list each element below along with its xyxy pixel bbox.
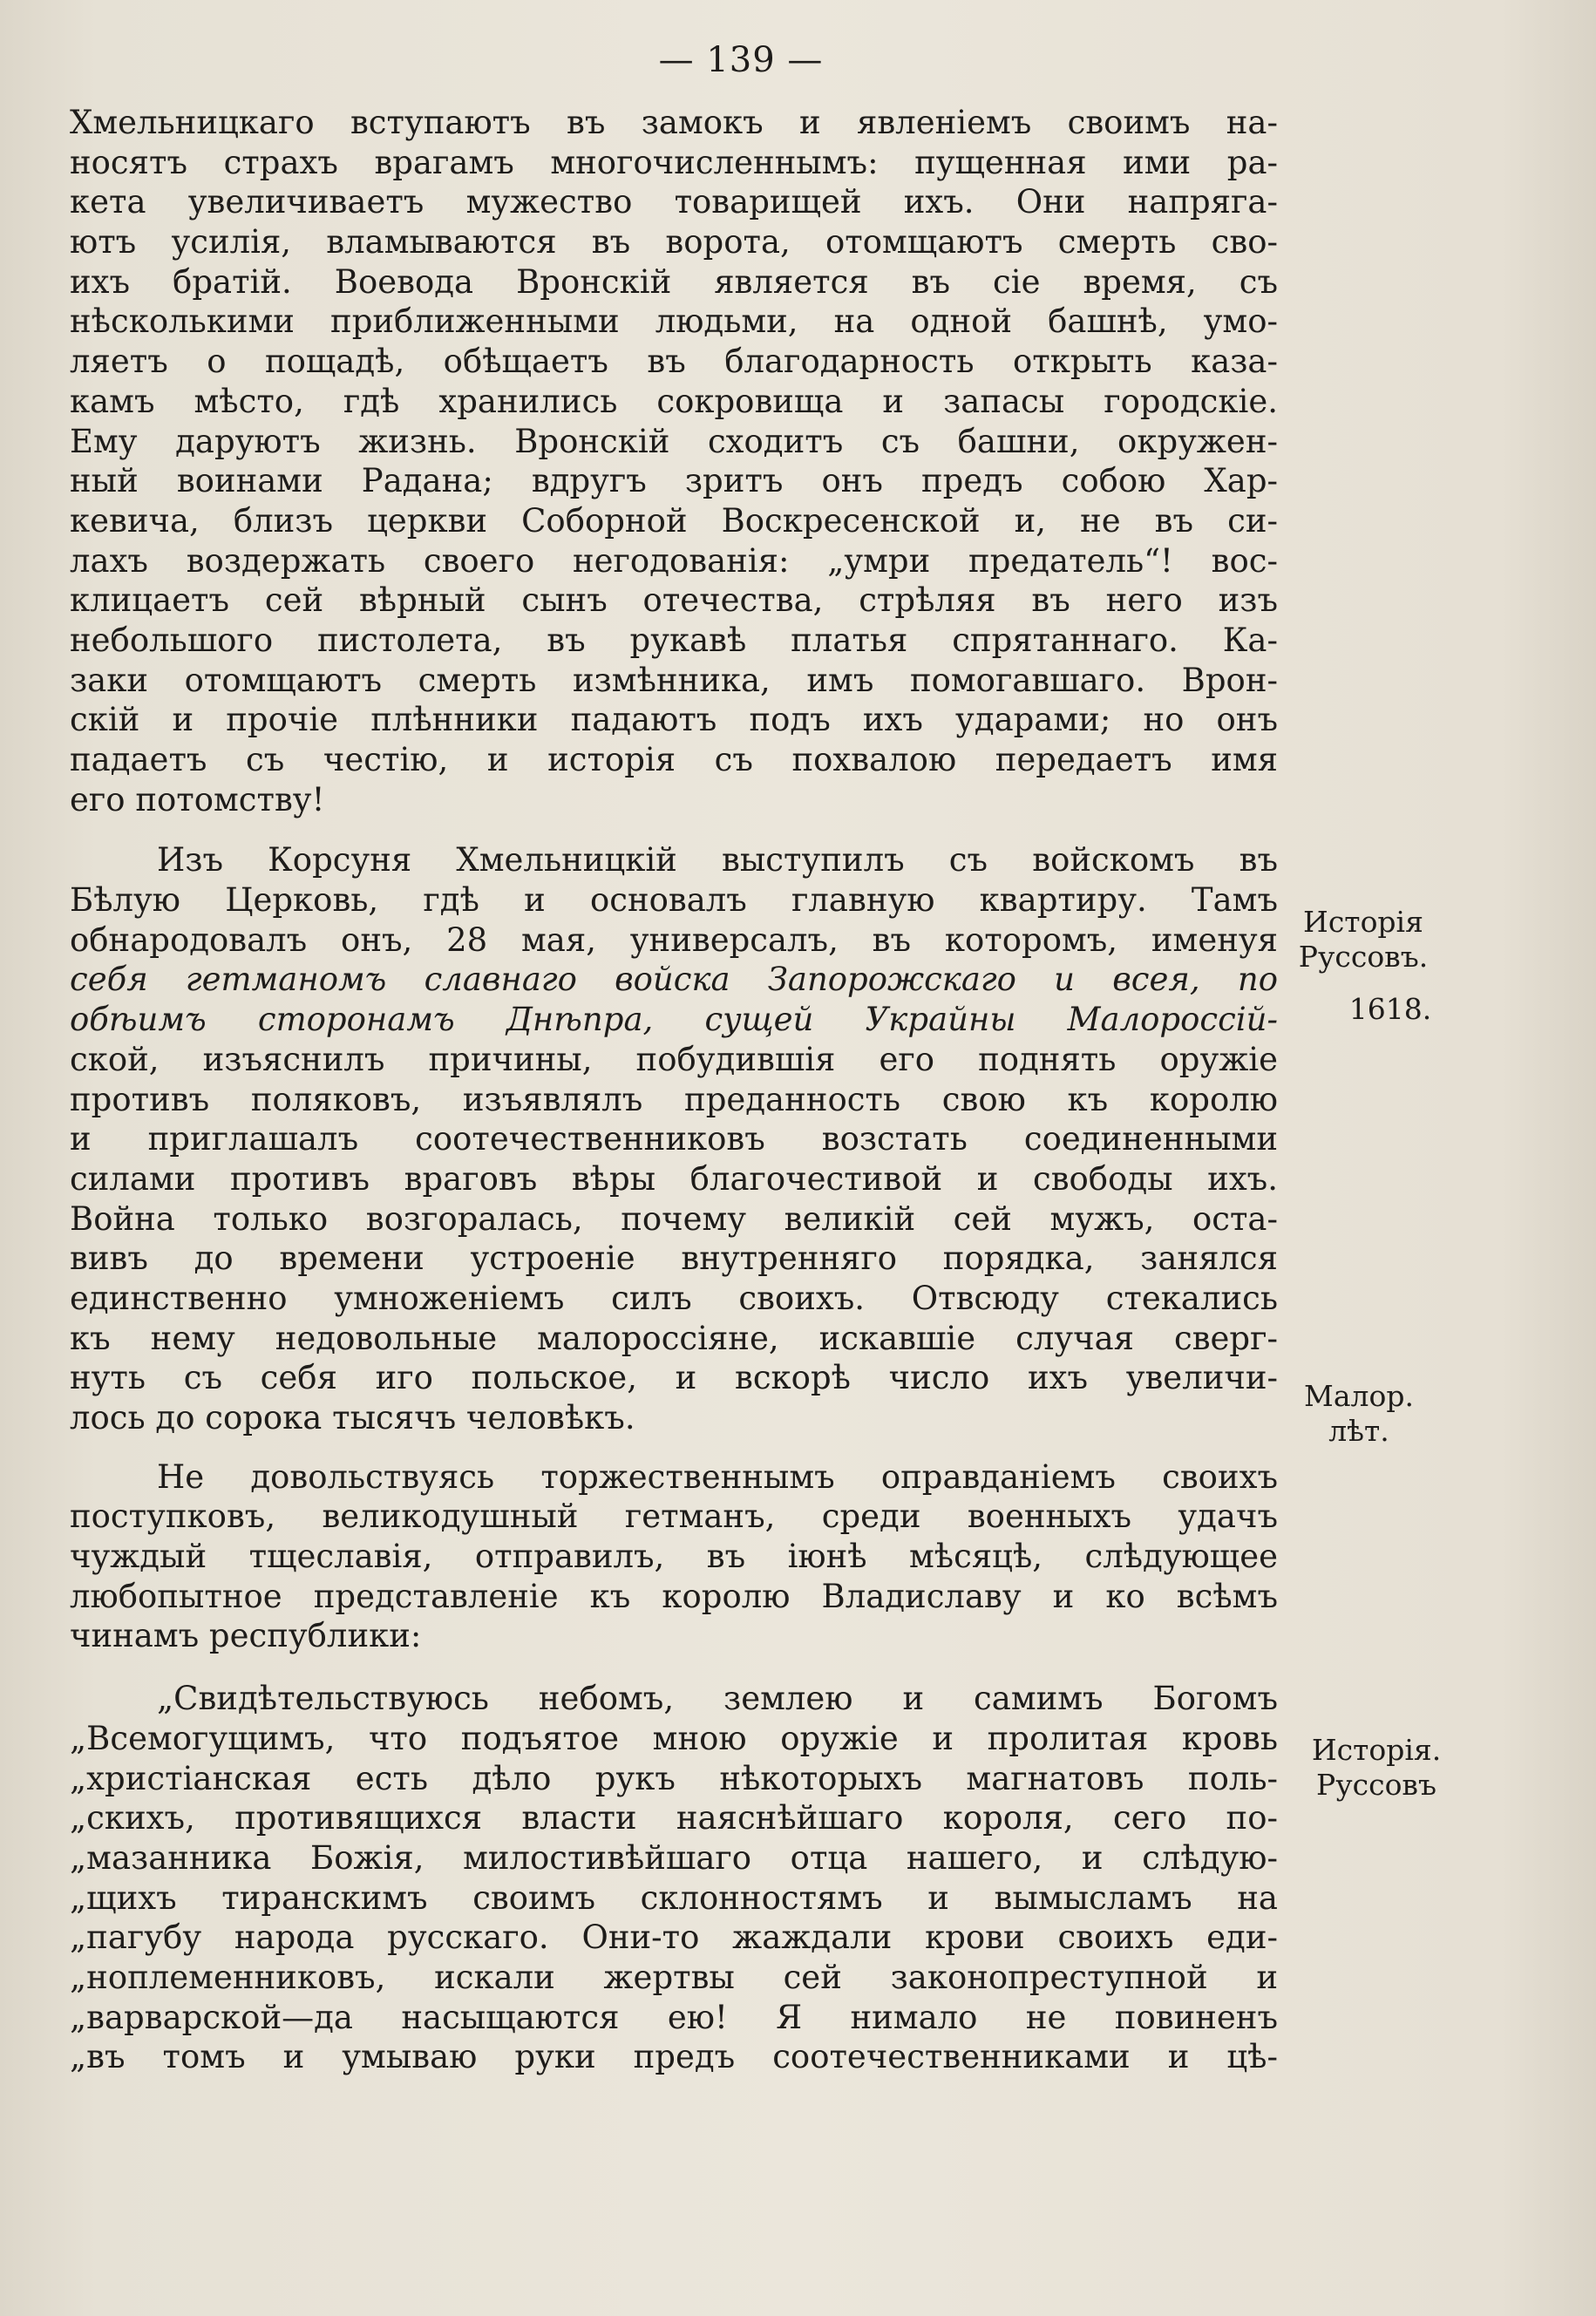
text-line: лось до сорока тысячъ человѣкъ.: [70, 1399, 635, 1436]
text-line: „мазанника Божія, милостивѣйшаго отца нашего, и слѣдую-: [70, 1838, 1278, 1877]
page-number: — 139 —: [658, 40, 824, 80]
text-line: нѣсколькими приближенными людьми, на одной башнѣ, умо-: [70, 302, 1278, 341]
margin-note-line: Малор.: [1304, 1379, 1414, 1413]
text-line: „варварской—да насыщаются ею! Я нимало не повиненъ: [70, 1998, 1278, 2036]
text-line: единственно умноженіемъ силъ своихъ. Отвсюду стекались: [70, 1279, 1278, 1317]
text-line: заки отомщаютъ смерть измѣнника, имъ помогавшаго. Врон-: [70, 661, 1278, 699]
text-line: „пагубу народа русскаго. Они-то жаждали крови своихъ еди-: [70, 1919, 1278, 1957]
paragraph: [70, 840, 1278, 1437]
text-line: ютъ усилія, вламываются въ ворота, отомщаютъ смерть сво-: [70, 223, 1278, 261]
margin-note-line: Руссовъ.: [1298, 940, 1429, 974]
paragraph: [70, 1457, 1278, 1656]
text-line: его потомству!: [70, 780, 325, 818]
text-line: носятъ страхъ врагамъ многочисленнымъ: пущенная ими ра-: [70, 143, 1278, 181]
text-line: Война только возгоралась, почему великій сей мужъ, оста-: [70, 1199, 1278, 1238]
text-line: поступковъ, великодушный гетманъ, среди военныхъ удачъ: [70, 1498, 1278, 1536]
text-line: любопытное представленіе къ королю Владиславу и ко всѣмъ: [70, 1577, 1278, 1615]
text-line: падаетъ съ честію, и исторія съ похвалою передаетъ имя: [70, 741, 1278, 778]
text-line: нуть съ себя иго польское, и вскорѣ число ихъ увеличи-: [70, 1359, 1278, 1397]
text-line: себя гетманомъ славнаго войска Запорожскаго и всея, по: [70, 961, 1278, 999]
text-line: кета увеличиваетъ мужество товарищей ихъ. Они напряга-: [70, 183, 1278, 221]
text-line: Бѣлую Церковь, гдѣ и основалъ главную квартиру. Тамъ: [70, 881, 1278, 920]
main-text: [70, 103, 1278, 2077]
margin-note-line: Руссовъ: [1315, 1768, 1437, 1802]
text-line: Хмельницкаго вступаютъ въ замокъ и явленіемъ своимъ на-: [70, 104, 1278, 141]
margin-note-page: 1618.: [1348, 992, 1432, 1026]
margin-note: [1285, 905, 1442, 975]
text-line: „Свидѣтельствуюсь небомъ, землею и самимъ Богомъ: [157, 1680, 1278, 1718]
text-line: клицаетъ сей вѣрный сынъ отечества, стрѣляя въ него изъ: [70, 581, 1278, 620]
text-line: чинамъ республики:: [70, 1617, 422, 1655]
text-line: ный воинами Радана; вдругъ зритъ онъ предъ собою Хар-: [70, 462, 1278, 500]
text-line: лахъ воздержать своего негодованія: „умри предатель“! вос-: [70, 541, 1278, 580]
text-line: противъ поляковъ, изъявлялъ преданность свою къ королю: [70, 1080, 1278, 1118]
text-line: небольшого пистолета, въ рукавѣ платья спрятаннаго. Ка-: [70, 621, 1278, 659]
text-line: Ему даруютъ жизнь. Вронскій сходитъ съ башни, окружен-: [70, 422, 1278, 460]
margin-note-line: лѣт.: [1328, 1414, 1389, 1448]
text-line: обнародовалъ онъ, 28 мая, универсалъ, въ которомъ, именуя: [70, 920, 1278, 959]
text-line: „ноплеменниковъ, искали жертвы сей законопреступной и: [70, 1958, 1278, 1996]
text-line: обѣимъ сторонамъ Днѣпра, сущей Украйны Малороссій-: [70, 1001, 1278, 1039]
text-line: „скихъ, противящихся власти наяснѣйшаго короля, сего по-: [70, 1799, 1278, 1837]
text-line: и приглашалъ соотечественниковъ возстать соединенными: [70, 1120, 1278, 1158]
margin-note: [1295, 1733, 1457, 1803]
text-line: ихъ братій. Воевода Вронскій является въ сіе время, съ: [70, 262, 1278, 301]
text-line: къ нему недовольные малороссіяне, искавшіе случая сверг-: [70, 1319, 1278, 1357]
quotation-paragraph: [70, 1679, 1278, 2077]
text-line: вивъ до времени устроеніе внутренняго порядка, занялся: [70, 1240, 1278, 1278]
margin-note-line: Исторія.: [1311, 1733, 1442, 1767]
text-line: „христіанская есть дѣло рукъ нѣкоторыхъ магнатовъ поль-: [70, 1759, 1278, 1797]
text-line: силами противъ враговъ вѣры благочестивой и свободы ихъ.: [70, 1159, 1278, 1198]
text-line: скій и прочіе плѣнники падаютъ подъ ихъ ударами; но онъ: [70, 701, 1278, 739]
text-line: Изъ Корсуня Хмельницкій выступилъ съ войскомъ въ: [157, 841, 1278, 880]
text-line: ляетъ о пощадѣ, обѣщаетъ въ благодарность открыть каза-: [70, 343, 1278, 381]
paragraph: [70, 103, 1278, 819]
margin-note-line: Исторія: [1303, 905, 1423, 939]
text-line: чуждый тщеславія, отправилъ, въ іюнѣ мѣсяцѣ, слѣдующее: [70, 1538, 1278, 1576]
text-line: камъ мѣсто, гдѣ хранились сокровища и запасы городскіе.: [70, 382, 1278, 420]
text-line: Не довольствуясь торжественнымъ оправданіемъ своихъ: [157, 1457, 1278, 1496]
text-line: ской, изъяснилъ причины, побудившія его поднять оружіе: [70, 1040, 1278, 1078]
text-line: „щихъ тиранскимъ своимъ склонностямъ и вымысламъ на: [70, 1878, 1278, 1917]
text-line: кевича, близъ церкви Соборной Воскресенской и, не въ си-: [70, 501, 1278, 540]
margin-note: [1294, 1379, 1424, 1449]
text-line: „Всемогущимъ, что подъятое мною оружіе и пролитая кровь: [70, 1719, 1278, 1757]
text-line: „въ томъ и умываю руки предъ соотечественниками и цѣ-: [70, 2038, 1278, 2076]
